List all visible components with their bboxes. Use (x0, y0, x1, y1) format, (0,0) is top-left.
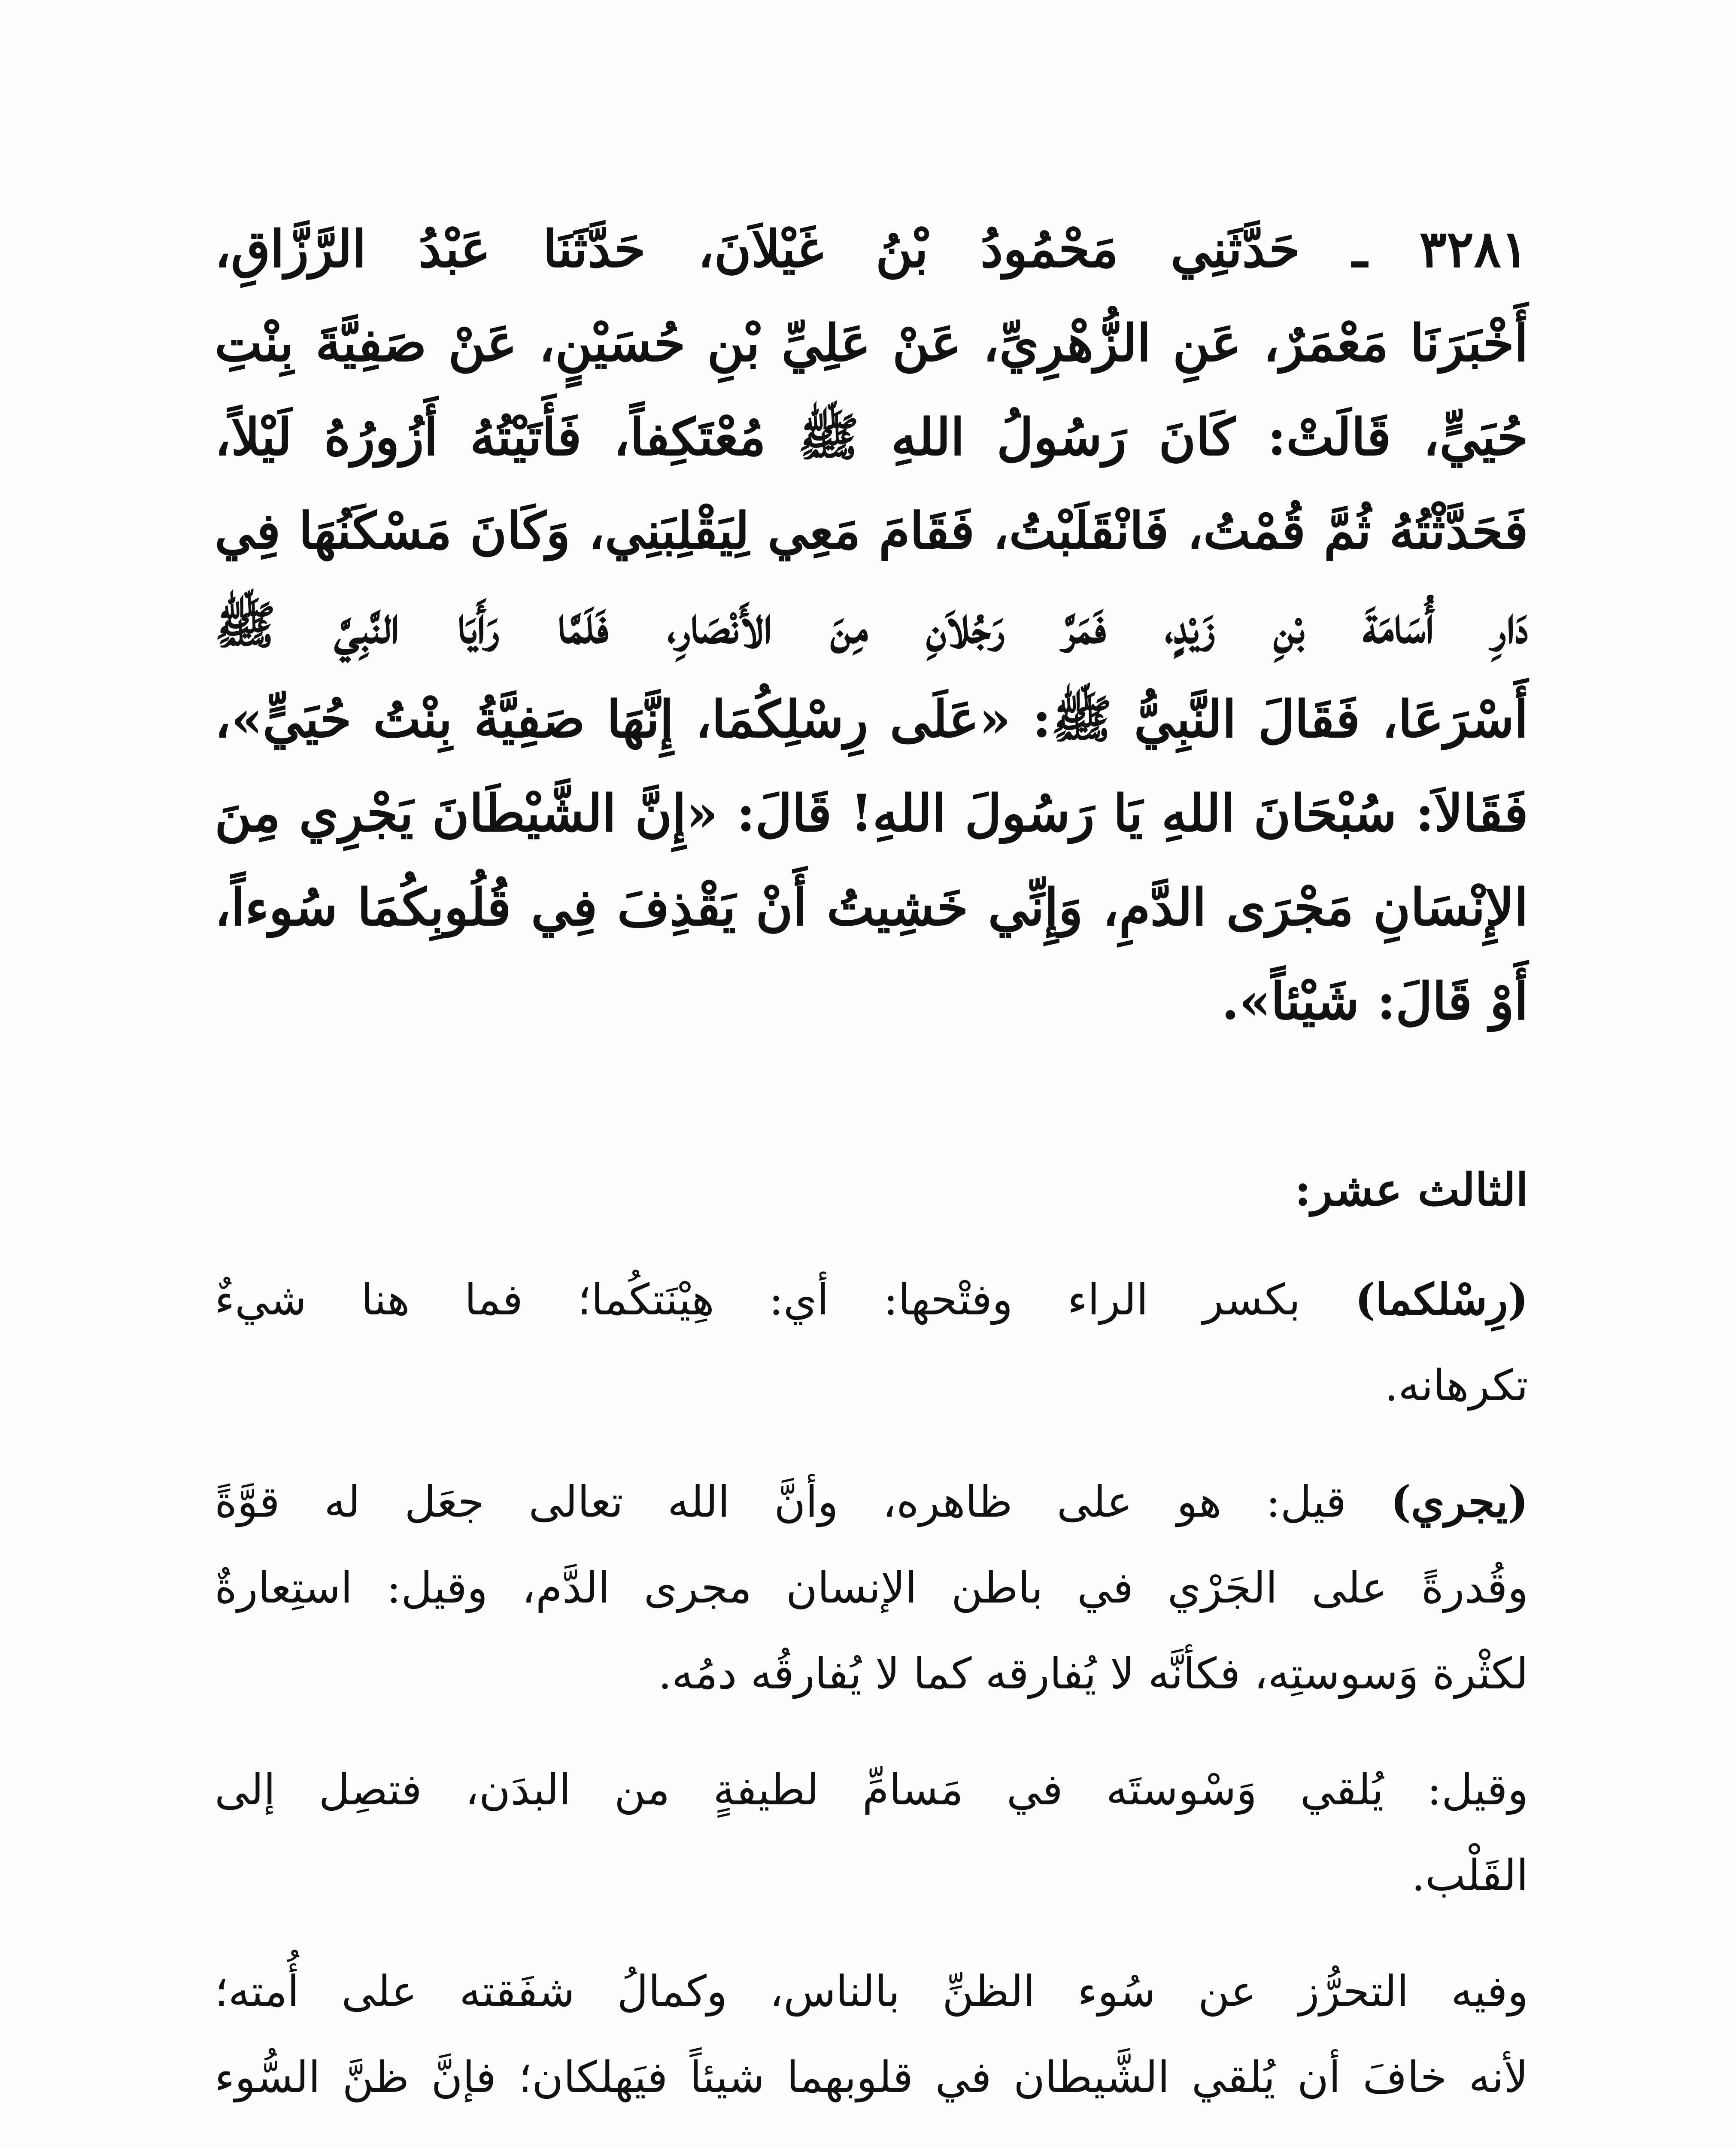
hadith-line: حُيَيٍّ، قَالَتْ: كَانَ رَسُولُ اللهِ ﷺ مُعْتَكِفاً، فَأَتَيْتُهُ أَزُورُهُ لَيْلاً، (215, 407, 1528, 467)
commentary-paragraph (215, 1459, 1528, 1717)
commentary-line: وقُدرةً على الجَرْي في باطن الإنسان مجرى الدَّم، وقيل: استِعارةٌ (215, 1563, 1528, 1613)
commentary-line (215, 1459, 1528, 1545)
hadith-text (215, 202, 1528, 1048)
hadith-line: دَارِ أُسَامَةَ بْنِ زَيْدٍ، فَمَرَّ رَجُلاَنِ مِنَ الأَنْصَارِ، فَلَمَّا رَأَيَا النَّبِيَّ ﷺ (215, 595, 1528, 655)
hadith-line: أَخْبَرَنَا مَعْمَرٌ، عَنِ الزُّهْرِيِّ، عَنْ عَلِيِّ بْنِ حُسَيْنٍ، عَنْ صَفِيَّةَ بِنْتِ (215, 313, 1528, 373)
hadith-line: أَوْ قَالَ: شَيْئاً». (1221, 971, 1528, 1031)
commentary-line (215, 1256, 1528, 1343)
page-body (215, 202, 1528, 2147)
commentary-line: لكثْرة وَسوستِه، فكأنَّه لا يُفارقه كما لا يُفارقُه دمُه. (658, 1648, 1528, 1699)
commentary-paragraph (215, 1949, 1528, 2120)
commentary-paragraph (215, 1747, 1528, 1919)
hadith-line: ٣٢٨١ ـ حَدَّثَنِي مَحْمُودُ بْنُ غَيْلاَنَ، حَدَّثَنَا عَبْدُ الرَّزَّاقِ، (215, 219, 1528, 279)
commentary-line: وفيه التحرُّز عن سُوء الظنِّ بالناس، وكمالُ شفَقته على أُمته؛ (215, 1966, 1528, 2016)
commentary-term: (رِسْلكما) (1355, 1274, 1528, 1325)
commentary-term: (يجري) (1390, 1476, 1528, 1527)
commentary-text: بكسر الراء وفتْحها: أي: هِيْنَتكُما؛ فما هنا شيءٌ (215, 1274, 1355, 1325)
hadith-line: فَقَالاَ: سُبْحَانَ اللهِ يَا رَسُولَ اللهِ! قَالَ: «إِنَّ الشَّيْطَانَ يَجْرِي مِنَ (215, 783, 1528, 843)
commentary-line: تكرهانه. (1384, 1360, 1528, 1411)
commentary-text: قيل: هو على ظاهره، وأنَّ الله تعالى جعَل له قوَّةً (215, 1477, 1391, 1527)
commentary-line: لأنه خافَ أن يُلقي الشَّيطان في قلوبهما شيئاً فيَهلكان؛ فإنَّ ظنَّ السُّوء (215, 2052, 1528, 2102)
commentary-line: وقيل: يُلقي وَسْوستَه في مَسامِّ لطيفةٍ من البدَن، فتصِل إلى (215, 1764, 1528, 1815)
hadith-line: فَحَدَّثْتُهُ ثُمَّ قُمْتُ، فَانْقَلَبْتُ، فَقَامَ مَعِي لِيَقْلِبَنِي، وَكَانَ مَسْكَنُهَا فِي (215, 501, 1528, 560)
section-heading: الثالث عشر: (1294, 1163, 1528, 1216)
commentary-line: القَلْب. (1411, 1850, 1528, 1901)
commentary-paragraph (215, 1256, 1528, 1429)
hadith-line: أَسْرَعَا، فَقَالَ النَّبِيُّ ﷺ: «عَلَى رِسْلِكُمَا، إِنَّهَا صَفِيَّةُ بِنْتُ حُيَيٍّ»، (215, 689, 1528, 749)
hadith-line: الإِنْسَانِ مَجْرَى الدَّمِ، وَإِنِّي خَشِيتُ أَنْ يَقْذِفَ فِي قُلُوبِكُمَا سُوءاً، (215, 877, 1528, 937)
